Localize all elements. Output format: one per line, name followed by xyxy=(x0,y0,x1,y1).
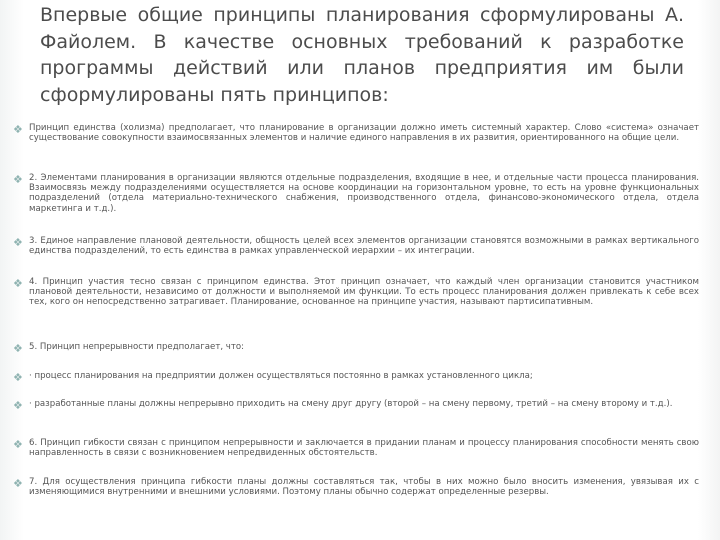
diamond-flower-bullet-icon: ❖ xyxy=(13,342,23,355)
diamond-flower-bullet-icon: ❖ xyxy=(13,173,23,186)
list-item-text: · разработанные планы должны непрерывно приходить на смену друг другу (второй – на смену первому, третий – на смену второму и т.д.). xyxy=(29,399,673,409)
list-item-text: 5. Принцип непрерывности предполагает, что: xyxy=(29,342,245,352)
list-item-text: 2. Элементами планирования в организации являются отдельные подразделения, входящие в нее, и отдельные части процесса планирования. Взаимосвязь между подразделениями осуществляется на основе координации на горизонтальном уровне, то есть на уровне функциональных подразделений (отдела материально-технического снабжения, производственного отдела, финансово-экономического отдела, отдела маркетинга и т.д.). xyxy=(29,173,699,214)
list-item-text: 7. Для осуществления принципа гибкости планы должны составляться так, чтобы в них можно было вносить изменения, увязывая их с изменяющимися внутренними и внешними условиями. Поэтому планы обычно содержат определенные резервы. xyxy=(29,477,699,498)
list-item-text: 3. Единое направление плановой деятельности, общность целей всех элементов организации становятся возможными в рамках вертикального единства подразделений, то есть единства в рамках управленческой иерархии – их интеграции. xyxy=(29,236,699,257)
diamond-flower-bullet-icon: ❖ xyxy=(13,277,23,290)
list-item-text: 4. Принцип участия тесно связан с принципом единства. Этот принцип означает, что каждый член организации становится участником плановой деятельности, независимо от должности и выполняемой им функции. То есть процесс планирования должен привлекать к себе всех тех, кого он непосредственно затрагивает. Планирование, основанное на принципе участия, называют партисипативным. xyxy=(29,277,699,308)
list-item-text: 6. Принцип гибкости связан с принципом непрерывности и заключается в придании планам и процессу планирования способности менять свою направленность в связи с возникновением непредвиденных обстоятельств. xyxy=(29,438,699,459)
diamond-flower-bullet-icon: ❖ xyxy=(13,438,23,451)
diamond-flower-bullet-icon: ❖ xyxy=(13,477,23,490)
diamond-flower-bullet-icon: ❖ xyxy=(13,236,23,249)
right-decor-band xyxy=(698,0,720,540)
diamond-flower-bullet-icon: ❖ xyxy=(13,371,23,384)
list-item-text: Принцип единства (холизма) предполагает, что планирование в организации должно иметь системный характер. Слово «система» означает существование совокупности взаимосвязанных элементов и наличие единого направления в их развития, ориентированного на общие цели. xyxy=(29,123,699,144)
list-item-text: · процесс планирования на предприятии должен осуществляться постоянно в рамках установленного цикла; xyxy=(29,371,533,381)
slide-title: Впервые общие принципы планирования сформулированы А. Файолем. В качестве основных требований к разработке программы действий или планов предприятия им были сформулированы пять принципов: xyxy=(40,4,684,106)
diamond-flower-bullet-icon: ❖ xyxy=(13,399,23,412)
diamond-flower-bullet-icon: ❖ xyxy=(13,123,23,136)
left-decor-band xyxy=(0,0,24,540)
